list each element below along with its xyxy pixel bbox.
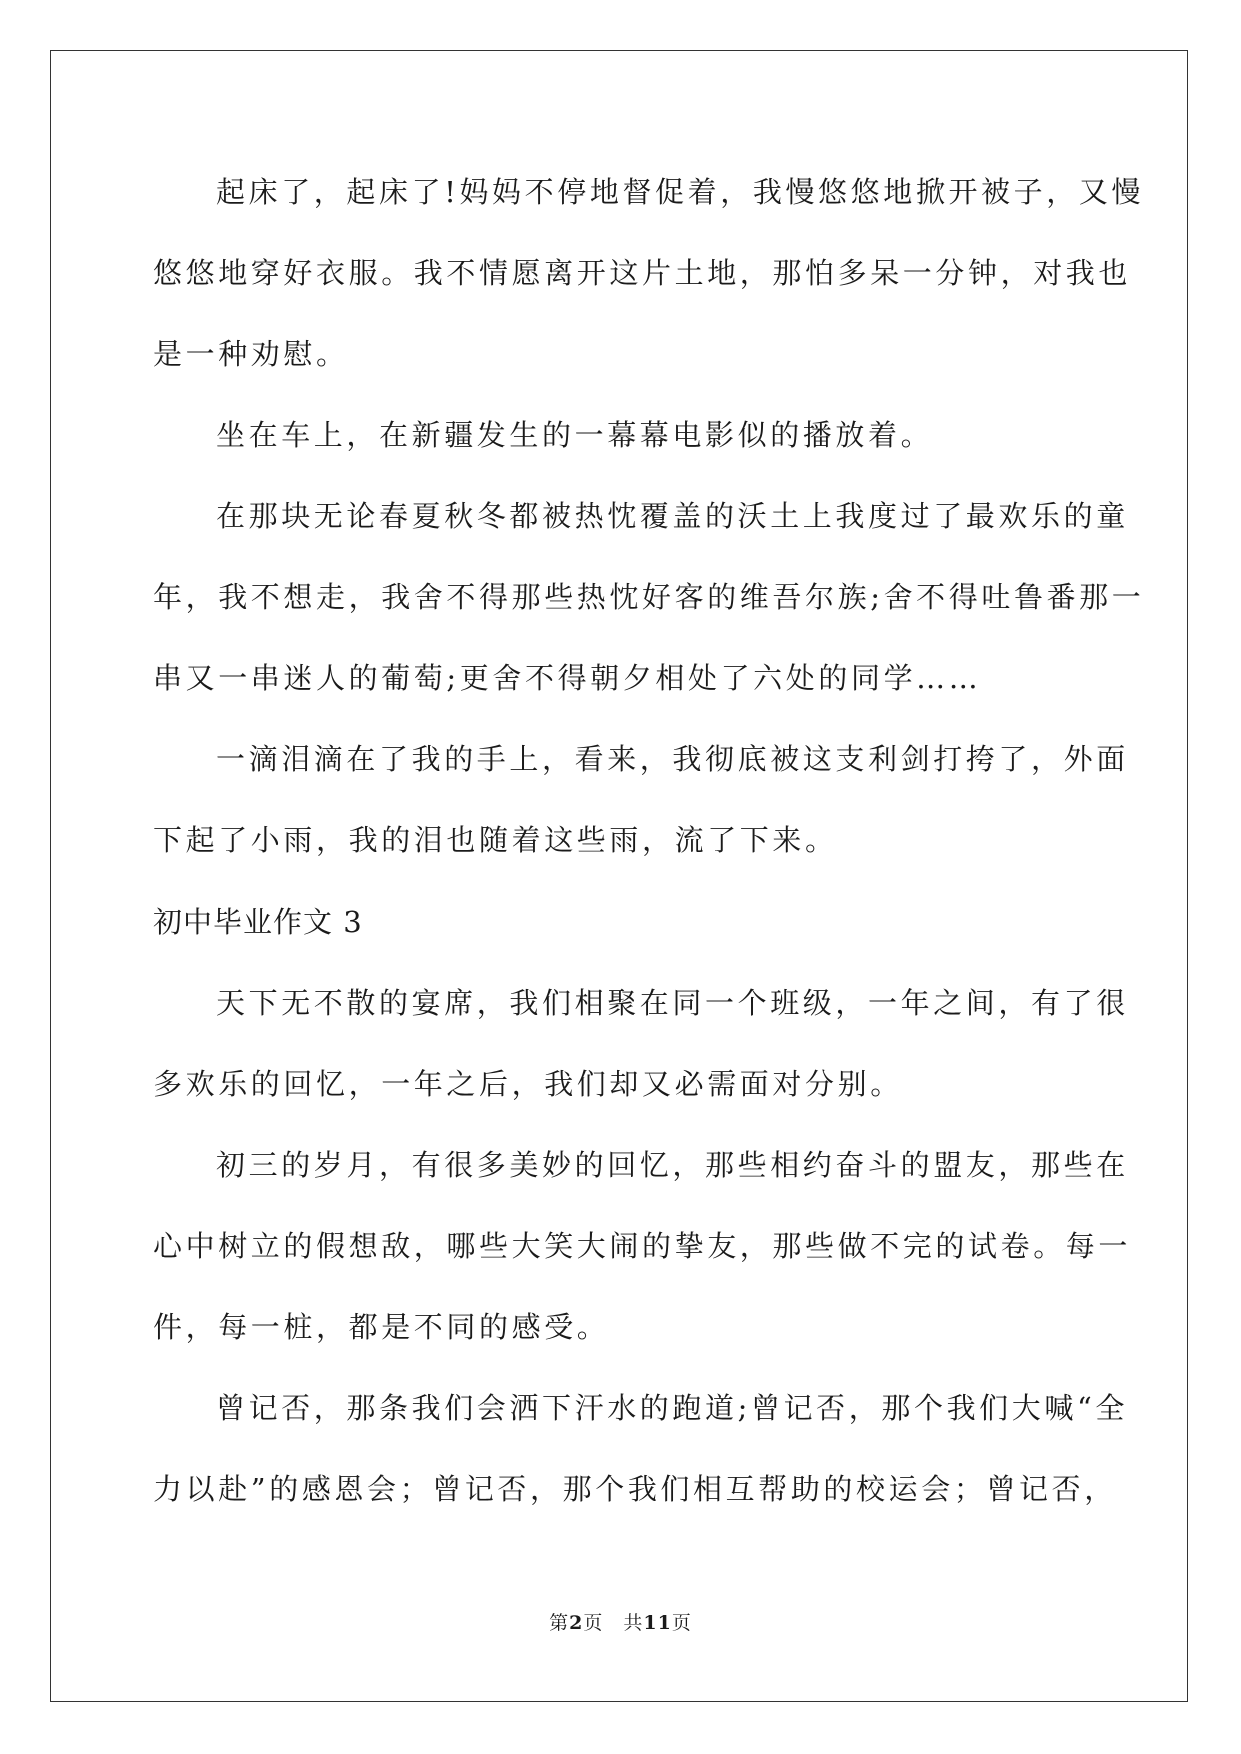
text-line: 初三的岁月，有很多美妙的回忆，那些相约奋斗的盟友，那些在 (216, 1148, 1129, 1182)
text-line: 力以赴”的感恩会；曾记否，那个我们相互帮助的校运会；曾记否， (153, 1472, 1117, 1506)
text-line: 曾记否，那条我们会洒下汗水的跑道;曾记否，那个我们大喊“全 (216, 1391, 1128, 1425)
footer-prefix: 第 (549, 1612, 570, 1634)
text-line: 起床了，起床了!妈妈不停地督促着，我慢悠悠地掀开被子，又慢 (216, 175, 1145, 209)
page-number: 2 (569, 1612, 584, 1634)
footer-total-suffix: 页 (671, 1612, 692, 1634)
text-line: 在那块无论春夏秋冬都被热忱覆盖的沃土上我度过了最欢乐的童 (216, 499, 1129, 533)
text-line: 下起了小雨，我的泪也随着这些雨，流了下来。 (153, 823, 838, 857)
text-line: 是一种劝慰。 (153, 337, 349, 371)
text-line: 悠悠地穿好衣服。我不情愿离开这片土地，那怕多呆一分钟，对我也 (153, 256, 1132, 290)
text-line: 天下无不散的宴席，我们相聚在同一个班级，一年之间，有了很 (216, 986, 1129, 1020)
page-footer (0, 1611, 1241, 1635)
section-heading: 初中毕业作文 3 (153, 905, 363, 939)
footer-total-prefix: 共 (623, 1612, 644, 1634)
text-line: 件，每一桩，都是不同的感受。 (153, 1310, 610, 1344)
page-border (50, 50, 1188, 1702)
footer-page-suffix: 页 (583, 1612, 604, 1634)
text-line: 串又一串迷人的葡萄;更舍不得朝夕相处了六处的同学…… (153, 661, 982, 695)
text-line: 一滴泪滴在了我的手上，看来，我彻底被这支利剑打挎了，外面 (216, 742, 1129, 776)
text-line: 坐在车上，在新疆发生的一幕幕电影似的播放着。 (216, 418, 934, 452)
text-line: 年，我不想走，我舍不得那些热忱好客的维吾尔族;舍不得吐鲁番那一 (153, 580, 1145, 614)
total-pages: 11 (643, 1612, 672, 1634)
text-line: 心中树立的假想敌，哪些大笑大闹的挚友，那些做不完的试卷。每一 (153, 1229, 1132, 1263)
text-line: 多欢乐的回忆，一年之后，我们却又必需面对分别。 (153, 1067, 903, 1101)
